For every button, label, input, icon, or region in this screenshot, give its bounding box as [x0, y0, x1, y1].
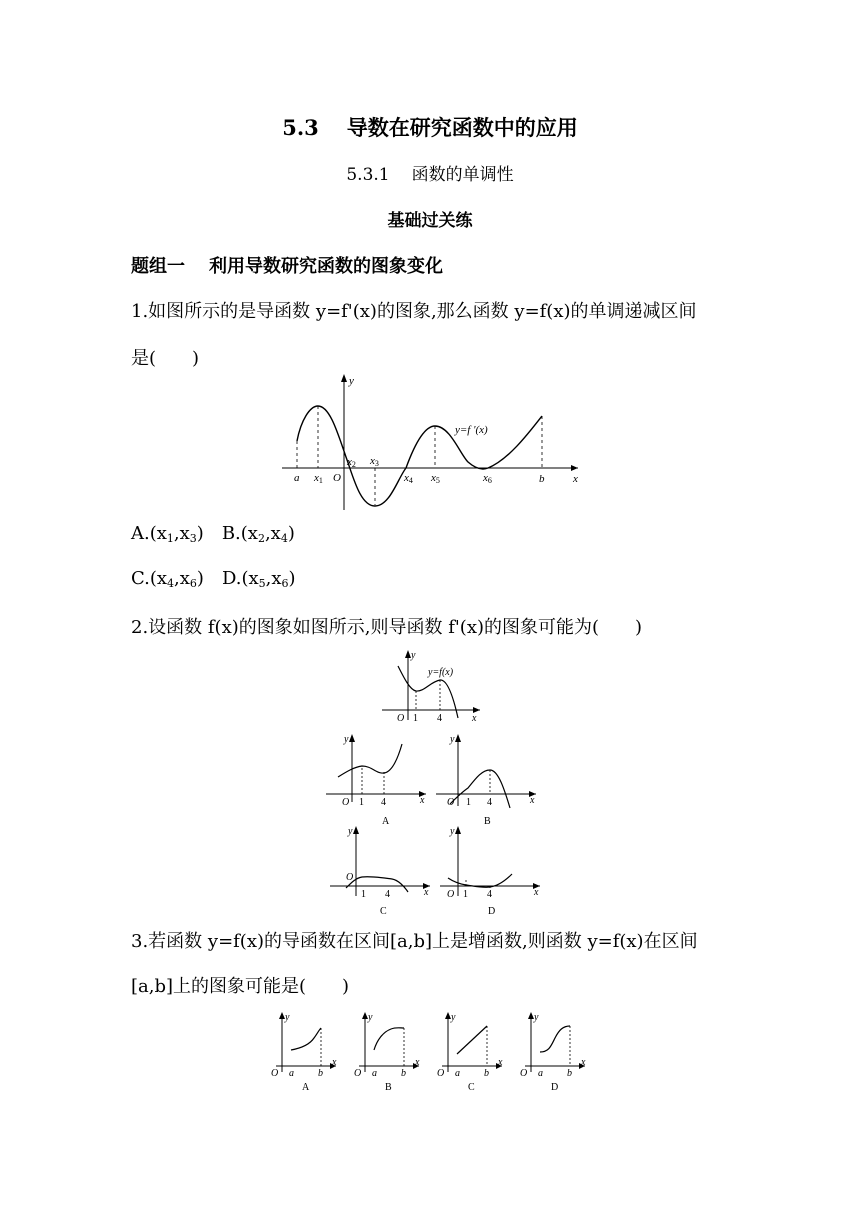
q1-b-label: b [539, 473, 545, 485]
svg-text:O: O [271, 1068, 279, 1079]
group-title: 利用导数研究函数的图象变化 [209, 256, 443, 277]
svg-text:O: O [447, 889, 455, 900]
q1-origin-label: O [333, 472, 341, 484]
svg-text:y: y [534, 1012, 539, 1023]
svg-text:4: 4 [437, 713, 442, 724]
q1-x-label: x [573, 473, 578, 485]
q3-choice-b-graph[interactable] [349, 1010, 425, 1094]
q1-option-c[interactable]: $C.(x_4,x_6)$ [131, 568, 204, 590]
svg-text:1: 1 [359, 797, 364, 808]
q3-choice-a-label: A [302, 1082, 310, 1093]
q3-stem-line1: 3.若函数 y=f(x)的导函数在区间[a,b]上是增函数,则函数 y=f(x)在区间 [131, 931, 698, 952]
svg-text:x: x [420, 795, 425, 806]
svg-text:y: y [450, 734, 455, 745]
q2-choice-c-graph[interactable] [326, 824, 436, 916]
svg-text:1: 1 [413, 713, 418, 724]
q2-main-curve-label: y=f(x) [428, 667, 454, 678]
svg-text:4: 4 [385, 889, 390, 900]
svg-text:x: x [424, 887, 429, 898]
q1-x4-label: x4 [404, 472, 413, 485]
svg-text:x: x [415, 1057, 420, 1068]
subsection-title: 函数的单调性 [411, 165, 514, 185]
svg-text:1: 1 [466, 797, 471, 808]
svg-text:O: O [354, 1068, 362, 1079]
q3-choice-d-graph[interactable] [515, 1010, 591, 1094]
q1-options-row2 [131, 568, 296, 590]
q2-choice-a-graph[interactable] [322, 732, 432, 826]
q1-x6-label: x6 [483, 472, 492, 485]
q3-choice-d-label: D [551, 1082, 559, 1093]
svg-text:a: a [289, 1068, 294, 1079]
svg-text:O: O [447, 797, 455, 808]
svg-text:a: a [455, 1068, 460, 1079]
svg-text:x: x [530, 795, 535, 806]
q1-x2-label: x2 [347, 456, 356, 469]
svg-text:y: y [411, 650, 416, 661]
group-number: 题组一 [131, 256, 185, 277]
svg-text:O: O [342, 797, 350, 808]
svg-text:O: O [437, 1068, 445, 1079]
q3-choice-b-label: B [385, 1082, 392, 1093]
q1-x5-label: x5 [431, 472, 440, 485]
subsection-heading [0, 160, 860, 185]
q2-choice-a-label: A [382, 816, 390, 826]
q1-derivative-graph [278, 372, 590, 514]
svg-text:4: 4 [487, 797, 492, 808]
q1-x1-label: x1 [314, 472, 323, 485]
svg-text:x: x [498, 1057, 503, 1068]
q1-x3-label: x3 [370, 455, 379, 468]
svg-text:x: x [332, 1057, 337, 1068]
q3-choice-c-label: C [468, 1082, 475, 1093]
q2-choice-b-graph[interactable] [432, 732, 542, 826]
svg-text:x: x [581, 1057, 586, 1068]
q2-choice-d-label: D [488, 906, 496, 916]
svg-text:4: 4 [381, 797, 386, 808]
q1-a-label: a [294, 472, 300, 484]
q2-choice-b-label: B [484, 816, 491, 826]
q1-option-a[interactable]: $A.(x_1,x_3)$ [131, 523, 204, 545]
q1-y-label: y [349, 375, 354, 387]
svg-text:y: y [285, 1012, 290, 1023]
svg-text:b: b [484, 1068, 489, 1079]
exercise-level: 基础过关练 [387, 211, 473, 231]
section-title: 导数在研究函数中的应用 [346, 115, 578, 140]
svg-text:x: x [472, 713, 477, 724]
svg-text:O: O [346, 872, 354, 883]
svg-text:y: y [344, 734, 349, 745]
section-number: 5.3 [282, 115, 319, 140]
q1-options-row1 [131, 523, 295, 545]
q2-stem: 2.设函数 f(x)的图象如图所示,则导函数 f'(x)的图象可能为( ) [131, 617, 643, 638]
svg-text:b: b [567, 1068, 572, 1079]
svg-text:x: x [534, 887, 539, 898]
q2-main-graph [376, 648, 486, 724]
q1-stem-line1: 1.如图所示的是导函数 y=f'(x)的图象,那么函数 y=f(x)的单调递减区间 [131, 301, 697, 322]
q3-choice-c-graph[interactable] [432, 1010, 508, 1094]
subsection-number: 5.3.1 [346, 165, 390, 185]
svg-text:1: 1 [463, 889, 468, 900]
svg-text:y: y [368, 1012, 373, 1023]
svg-text:y: y [348, 826, 353, 837]
q3-stem-line2: [a,b]上的图象可能是( ) [131, 976, 350, 997]
q2-choice-c-label: C [380, 906, 387, 916]
svg-text:b: b [318, 1068, 323, 1079]
section-heading [0, 112, 860, 142]
svg-text:4: 4 [487, 889, 492, 900]
q2-choice-d-graph[interactable] [436, 824, 546, 916]
group-heading [131, 252, 443, 278]
svg-text:O: O [520, 1068, 528, 1079]
svg-text:1: 1 [361, 889, 366, 900]
svg-text:a: a [538, 1068, 543, 1079]
q1-stem-line2: 是( ) [131, 348, 200, 369]
svg-text:b: b [401, 1068, 406, 1079]
svg-text:y: y [451, 1012, 456, 1023]
svg-text:a: a [372, 1068, 377, 1079]
svg-text:O: O [397, 713, 405, 724]
q3-choice-a-graph[interactable] [266, 1010, 342, 1094]
q1-option-d[interactable]: $D.(x_5,x_6)$ [221, 568, 296, 590]
q1-curve-label: y=f '(x) [455, 424, 488, 436]
q1-option-b[interactable]: $B.(x_2,x_4)$ [221, 523, 295, 545]
svg-text:y: y [450, 826, 455, 837]
